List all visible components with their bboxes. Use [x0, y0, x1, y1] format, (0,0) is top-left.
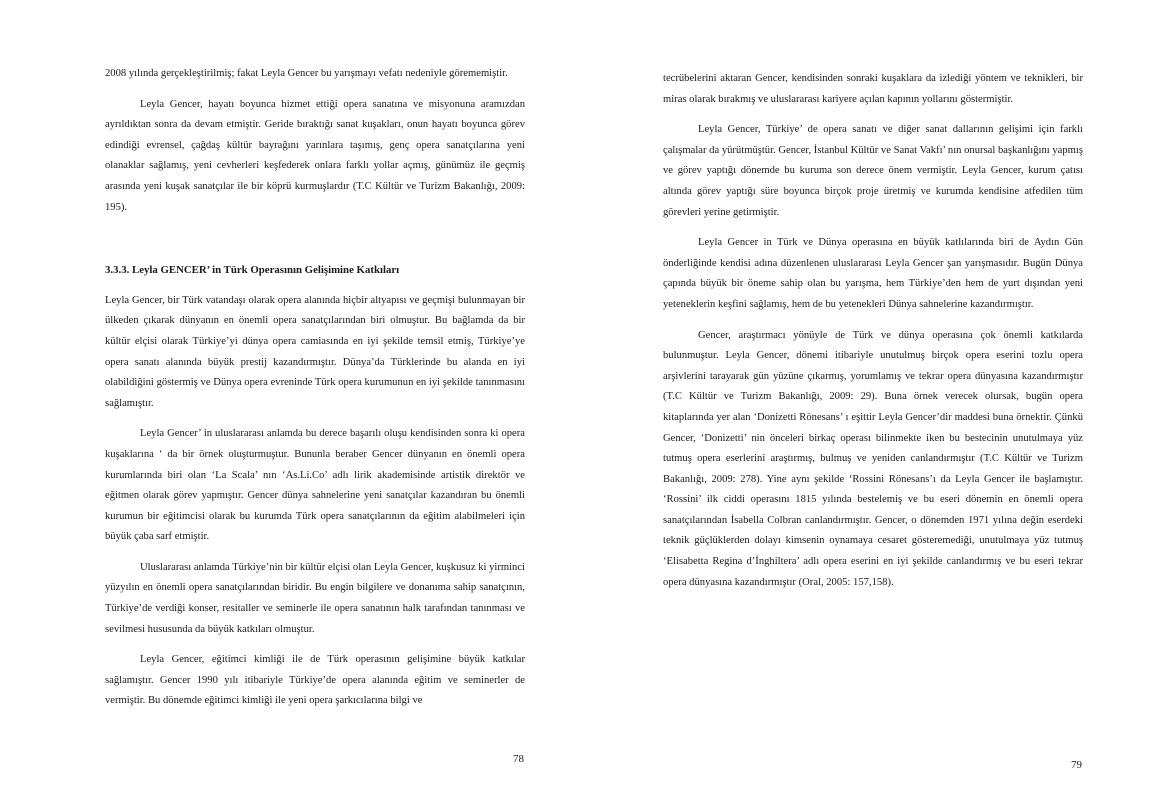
- right-page: [581, 0, 1162, 812]
- paragraph: Leyla Gencer, eğitimci kimliği ile de Türk operasının gelişimine büyük katkılar sağlamıştır. Gencer 1990 yılı itibariyle Türkiye’de opera alanında eğitim ve seminerler de vermiştir. Bu dönemde eğitimci kimliği ile yeni opera şarkıcılarına bilgi ve: [105, 654, 525, 707]
- paragraph: Leyla Gencer, hayatı boyunca hizmet ettiği opera sanatına ve misyonuna aramızdan ayrıldıktan sonra da devam etmiştir. Geride bıraktığı sanat kuşakları, onun hayatı boyunca görev edindiği evrensel, çağdaş kültür bayrağını yarınlara taşımış, genç opera sanatçılarına yeni olanaklar sağlamış, yeni cevherleri keşfederek onlara farklı yollar açmış, günümüz ile geçmiş arasında yeni kuşak sanatçılar ile bir köprü kurmuşlardır (T.C Kültür ve Turizm Bakanlığı, 2009: 195).: [105, 98, 525, 213]
- paragraph: Uluslararası anlamda Türkiye’nin bir kültür elçisi olan Leyla Gencer, kuşkusuz ki yirminci yüzyılın en önemli opera sanatçılarından biridir. Bu engin bilgilere ve donanıma sahip sanatçının, Türkiye’de verdiği konser, resitaller ve seminerle ile opera sanatının halk tarafından tanınması ve sevilmesi hususunda da büyük katkıları olmuştur.: [105, 561, 525, 635]
- left-page-text-column: [105, 64, 525, 722]
- paragraph: Gencer, araştırmacı yönüyle de Türk ve dünya operasına çok önemli katkılarda bulunmuştur. Leyla Gencer, dönemi itibariyle unutulmuş birçok opera eserini tozlu opera arşivlerini tarayarak gün yüzüne çıkarmış, yorumlamış ve tekrar opera dünyasına kazandırmıştır (T.C Kültür ve Turizm Bakanlığı, 2009: 29). Buna örnek verecek olursak, bugün opera kitaplarında yer alan ‘Donizetti Rönesans’ ı eşittir Leyla Gencer’dir maddesi buna örnektir. Çünkü Gencer, ‘Donizetti’ nin önceleri birkaç operası bilinmekte iken bu bestecinin unutulmaya yüz tutmuş opera eserlerini araştırmış, bulmuş ve yeniden canlandırmıştır (T.C Kültür ve Turizm Bakanlığı, 2009: 278). Yine aynı şekilde ‘Rossini Rönesans’ı da Leyla Gencer ile başlamıştır. ‘Rossini’ ilk ciddi operasını 1815 yılında bestelemiş ve bu eseri dönemin en önemli opera sanatçılarından İsabella Colbran canlandırmıştır. Gencer, o dönemden 1971 yılına değin eserdeki teknik güçlüklerden dolayı kimsenin oynamaya cesaret gösteremediği, unutulmaya yüz tutmuş ‘Elisabetta Regina d’İnghiltera’ adlı opera eserini en iyi şekilde canlandırmış ve bu eseri tekrar opera dünyasına kazandırmıştır (Oral, 2005: 157,158).: [663, 329, 1083, 588]
- paragraph: Leyla Gencer in Türk ve Dünya operasına en büyük katlılarında biri de Aydın Gün önderliğinde kendisi adına düzenlenen uluslararası Leyla Gencer şan yarışmasıdır. Bugün Dünya çapında büyük bir öneme sahip olan bu yarışma, hem Türkiye’den hem de yurt dışından yeni yeteneklerin keşfini sağlamış, hem de bu yetenekleri Dünya sahnelerine kazandırmıştır.: [663, 237, 1083, 310]
- paragraph: 2008 yılında gerçekleştirilmiş; fakat Leyla Gencer bu yarışmayı vefatı nedeniyle görememiştir.: [105, 68, 508, 79]
- paragraph: tecrübelerini aktaran Gencer, kendisinden sonraki kuşaklara da izlediği yöntem ve teknikleri, bir miras olarak bırakmış ve uluslararası kariyere açılan kapının yollarını göstermiştir.: [663, 73, 1083, 105]
- page-number: 79: [1071, 759, 1082, 771]
- paragraph: Leyla Gencer, bir Türk vatandaşı olarak opera alanında hiçbir altyapısı ve geçmişi bulunmayan bir ülkeden çıkarak dünyanın en önemli opera sanatçılarından biri olmuştur. Bu bağlamda da bir kültür elçisi olarak Türkiye’yi dünya opera camiasında en iyi şekilde temsil etmiş, Türkiye’ye opera sanatı alanında büyük prestij kazandırmıştır. Dünya’da Türklerinde bu alanda en iyi olabildiğini göstermiş ve Dünya opera evreninde Türk opera kurumunun en iyi şekilde tanınmasını sağlamıştır.: [105, 294, 525, 409]
- page-number: 78: [513, 753, 524, 765]
- paragraph: Leyla Gencer, Türkiye’ de opera sanatı ve diğer sanat dallarının gelişimi için farklı çalışmalar da yürütmüştür. Gencer, İstanbul Kültür ve Sanat Vakfı’ nın onursal başkanlığını yapmış ve görev yaptığı dönemde bu kuruma son derece önem vermiştir. Leyla Gencer, kurum çatısı altında görev yaptığı süre boyunca birçok proje üretmiş ve kurumda kendisine atfedilen tüm görevleri yerine getirmiştir.: [663, 124, 1083, 218]
- right-page-text-column: [663, 69, 1083, 603]
- paragraph: Leyla Gencer’ in uluslararası anlamda bu derece başarılı oluşu kendisinden sonra ki opera kuşaklarına ‘ da bir örnek oluşturmuştur. Bununla beraber Gencer dünyanın en önemli opera kurumlarında biri olan ‘La Scala’ nın ‘As.Li.Co’ adlı lirik akademisinde artistik direktör ve eğitmen olarak görev yapmıştır. Gencer dünya sahnelerine yeni sanatçılar kazandıran bu önemli kurumun bir eğitimcisi olarak bu kurumda Türk opera sanatçılarının da eğitim alabilmeleri için büyük çaba sarf etmiştir.: [105, 428, 525, 543]
- section-heading: 3.3.3. Leyla GENCER’ in Türk Operasının Gelişimine Katkıları: [105, 264, 400, 277]
